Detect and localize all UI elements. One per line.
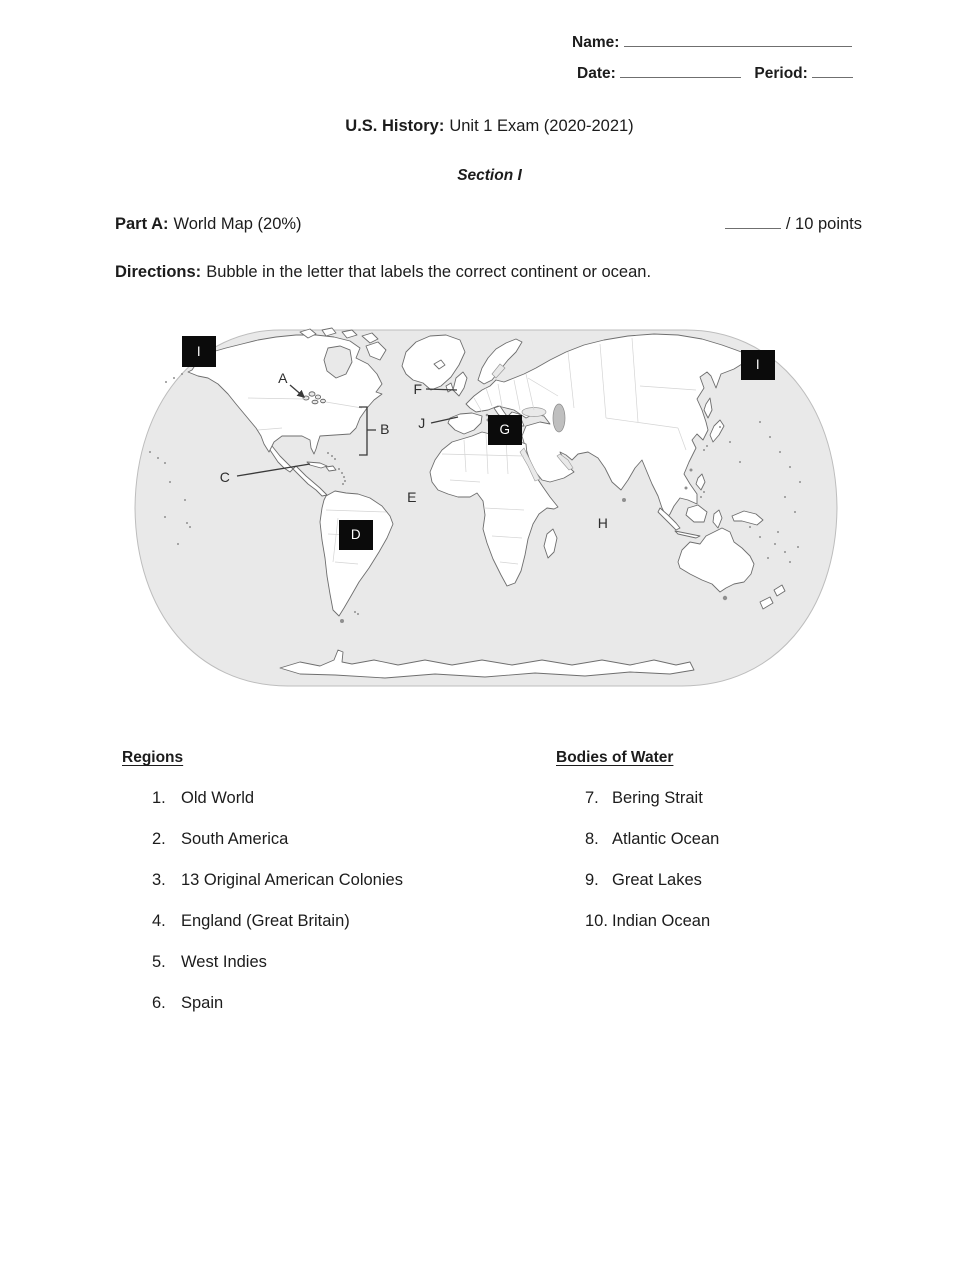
list-item: 2. South America (152, 830, 289, 848)
map-label-b: B (380, 421, 390, 437)
name-label: Name: (572, 34, 620, 51)
list-item: 6. Spain (152, 994, 224, 1012)
part-a-score (725, 215, 862, 234)
caspian-sea (553, 404, 565, 432)
period-blank-line (812, 64, 853, 78)
map-label-box-g: G (488, 415, 522, 445)
score-blank-line (725, 215, 781, 229)
course-name: U.S. History: (345, 117, 445, 135)
map-label-j: J (418, 415, 426, 431)
map-label-h: H (597, 515, 609, 531)
part-a-heading (115, 215, 302, 234)
world-map-graphic (130, 322, 842, 694)
map-label-a: A (278, 370, 288, 386)
date-period-row (577, 64, 853, 83)
map-label-f: F (413, 381, 423, 397)
map-label-e: E (407, 489, 417, 505)
bodies-of-water-list (585, 789, 719, 953)
list-item: 7. Bering Strait (585, 789, 703, 807)
date-blank-line (620, 64, 741, 78)
regions-list (152, 789, 403, 1035)
name-row (572, 33, 852, 52)
part-a-label: Part A: (115, 215, 169, 233)
map-label-box-d: D (339, 520, 373, 550)
map-label-c: C (219, 469, 231, 485)
part-a-title: World Map (20%) (173, 215, 302, 233)
directions-label: Directions: (115, 263, 202, 281)
map-label-box-i-left: I (182, 336, 216, 367)
list-item: 9. Great Lakes (585, 871, 702, 889)
directions-line (115, 263, 651, 282)
date-label: Date: (577, 65, 616, 82)
bodies-of-water-heading: Bodies of Water (556, 749, 674, 766)
list-item: 3. 13 Original American Colonies (152, 871, 403, 889)
list-item: 5. West Indies (152, 953, 267, 971)
regions-heading: Regions (122, 749, 184, 766)
world-map (130, 322, 842, 694)
list-item: 8. Atlantic Ocean (585, 830, 720, 848)
section-heading: Section I (457, 167, 522, 184)
map-label-box-i-right: I (741, 350, 775, 380)
points-suffix: / 10 points (785, 215, 862, 233)
exam-name: Unit 1 Exam (2020-2021) (449, 117, 634, 135)
list-item: 4. England (Great Britain) (152, 912, 350, 930)
period-label: Period: (754, 65, 808, 82)
list-item: 1. Old World (152, 789, 255, 807)
exam-title (0, 117, 979, 136)
directions-text: Bubble in the letter that labels the correct continent or ocean. (206, 263, 652, 281)
list-item: 10. Indian Ocean (585, 912, 711, 930)
name-blank-line (624, 33, 852, 47)
